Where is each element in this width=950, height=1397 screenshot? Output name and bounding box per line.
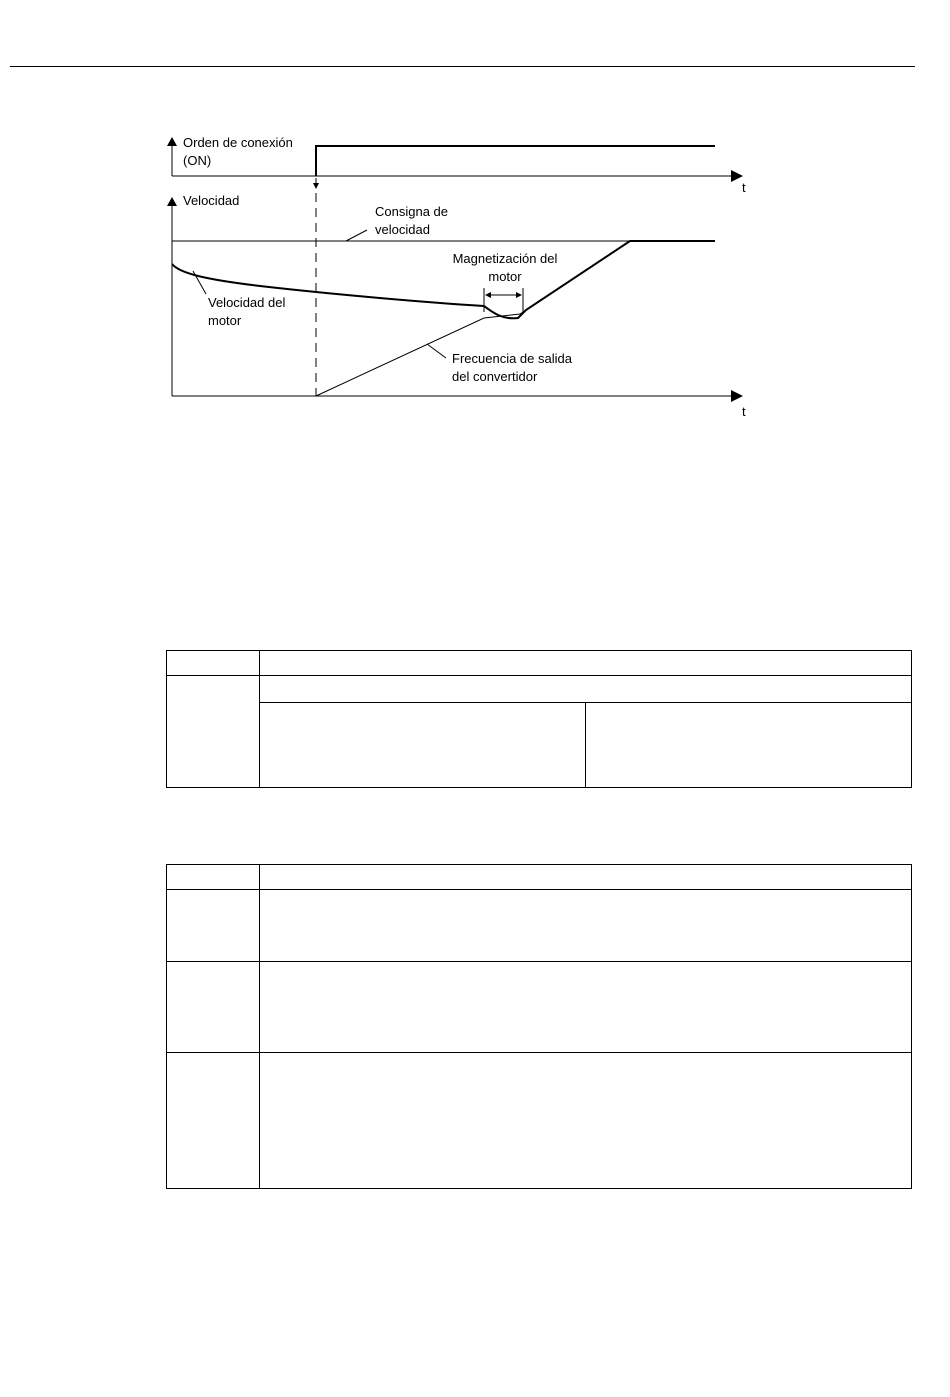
setpoint-leader: [346, 230, 367, 241]
table-cell: [260, 1053, 912, 1189]
table-header-cell: [260, 651, 912, 676]
motor-speed-label: Velocidad del: [208, 295, 286, 310]
table-cell: [260, 962, 912, 1053]
magnetization-arrow-left-icon: [485, 292, 491, 298]
table-cell: [260, 703, 586, 788]
output-frequency-label: Frecuencia de salida: [452, 351, 572, 366]
magnetization-label: Magnetización del: [452, 251, 558, 266]
output-frequency-leader: [427, 344, 446, 358]
table-cell: [586, 703, 912, 788]
setpoint-label: Consigna de: [375, 204, 448, 219]
table-cell: [167, 962, 260, 1053]
on-signal-y-arrow-icon: [167, 137, 177, 146]
table-row: [167, 1053, 912, 1189]
speed-axis-label: Velocidad: [183, 193, 240, 208]
parameter-table-2: [166, 864, 912, 1189]
table-cell: [260, 890, 912, 962]
table-header-cell: [260, 865, 912, 890]
motor-speed-leader: [193, 271, 206, 294]
magnetization-arrow-right-icon: [516, 292, 522, 298]
flying-restart-timing-diagram: [0, 0, 950, 440]
on-signal-label-2: (ON): [183, 153, 212, 168]
nested-table: [260, 676, 911, 787]
switch-on-marker-arrow-icon: [313, 183, 319, 189]
on-signal-step: [316, 146, 715, 176]
setpoint-label-2: velocidad: [375, 222, 430, 237]
table-header-cell: [167, 865, 260, 890]
table-cell: [167, 890, 260, 962]
table-cell: [167, 1053, 260, 1189]
table-row: [167, 676, 912, 788]
output-frequency-label-2: del convertidor: [452, 369, 538, 384]
magnetization-label-2: motor: [488, 269, 522, 284]
table-header-cell: [167, 651, 260, 676]
time-axis-label-top: t: [742, 180, 746, 195]
table-row: [167, 890, 912, 962]
speed-y-arrow-icon: [167, 197, 177, 206]
table-row: [167, 962, 912, 1053]
time-axis-label-bottom: t: [742, 404, 746, 419]
speed-time-arrow-icon: [731, 390, 743, 402]
parameter-table-1: [166, 650, 912, 788]
table-cell: [167, 676, 260, 788]
table-cell: [260, 676, 912, 788]
on-signal-label: Orden de conexión: [183, 135, 293, 150]
motor-speed-label-2: motor: [208, 313, 242, 328]
table-header-row: [167, 651, 912, 676]
table-cell: [260, 676, 911, 703]
table-header-row: [167, 865, 912, 890]
